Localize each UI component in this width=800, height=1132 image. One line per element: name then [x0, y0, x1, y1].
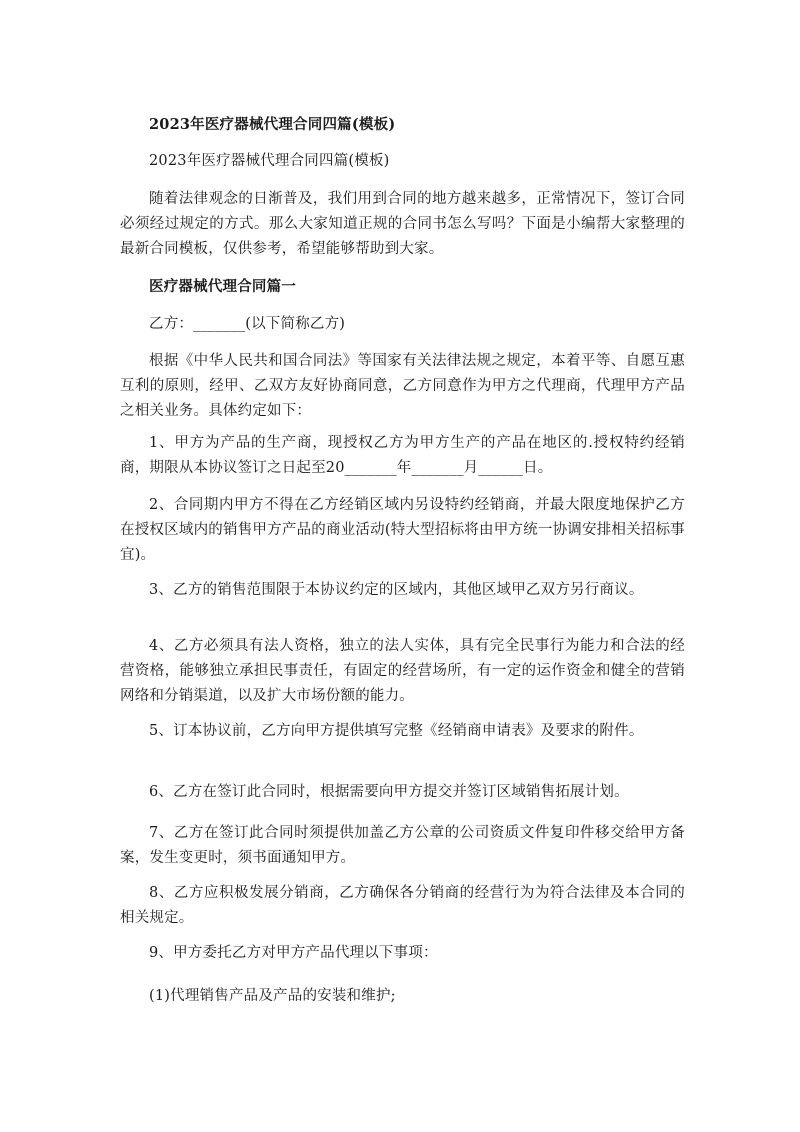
- clause-9: 9、甲方委托乙方对甲方产品代理以下事项：: [149, 945, 438, 961]
- clause-6: 6、乙方在签订此合同时，根据需要向甲方提交并签订区域销售拓展计划。: [149, 784, 629, 800]
- section-heading: 医疗器械代理合同篇一: [149, 278, 296, 295]
- subtitle-paragraph: 2023年医疗器械代理合同四篇(模板): [149, 153, 390, 169]
- clause-2: 2、合同期内甲方不得在乙方经销区域内另设特约经销商，并最大限度地保护乙方在授权区域内的销售甲方产品的商业活动(特大型招标将由甲方统一协调安排相关招标事宜)。: [120, 497, 685, 563]
- clause-8: 8、乙方应积极发展分销商，乙方确保各分销商的经营行为为符合法律及本合同的相关规定。: [120, 885, 685, 926]
- clause-1: 1、甲方为产品的生产商，现授权乙方为甲方生产的产品在地区的.授权特约经销商，期限从本协议签订之日起至20_______年_______月______日。: [120, 435, 686, 476]
- clause-9-item-1: (1)代理销售产品及产品的安装和维护;: [149, 988, 396, 1004]
- clause-7: 7、乙方在签订此合同时须提供加盖乙方公章的公司资质文件复印件移交给甲方备案，发生变更时，须书面通知甲方。: [120, 825, 685, 866]
- party-b-line: 乙方：_______(以下简称乙方): [149, 316, 346, 332]
- clause-3: 3、乙方的销售范围限于本协议约定的区域内，其他区域甲乙双方另行商议。: [149, 582, 644, 598]
- intro-paragraph: 随着法律观念的日渐普及，我们用到合同的地方越来越多，正常情况下，签订合同必须经过规定的方式。那么大家知道正规的合同书怎么写吗？下面是小编帮大家整理的最新合同模板，仅供参考，希望能够帮助到大家。: [120, 191, 685, 257]
- document-title: 2023年医疗器械代理合同四篇(模板): [149, 116, 396, 133]
- clause-4: 4、乙方必须具有法人资格，独立的法人实体，具有完全民事行为能力和合法的经营资格，能够独立承担民事责任，有固定的经营场所，有一定的运作资金和健全的营销网络和分销渠道，以及扩大市场份额的能力。: [120, 638, 685, 704]
- preamble-paragraph: 根据《中华人民共和国合同法》等国家有关法律法规之规定，本着平等、自愿互惠互利的原则，经甲、乙双方友好协商同意，乙方同意作为甲方之代理商，代理甲方产品之相关业务。具体约定如下：: [120, 353, 685, 419]
- clause-5: 5、订本协议前，乙方向甲方提供填写完整《经销商申请表》及要求的附件。: [149, 723, 644, 739]
